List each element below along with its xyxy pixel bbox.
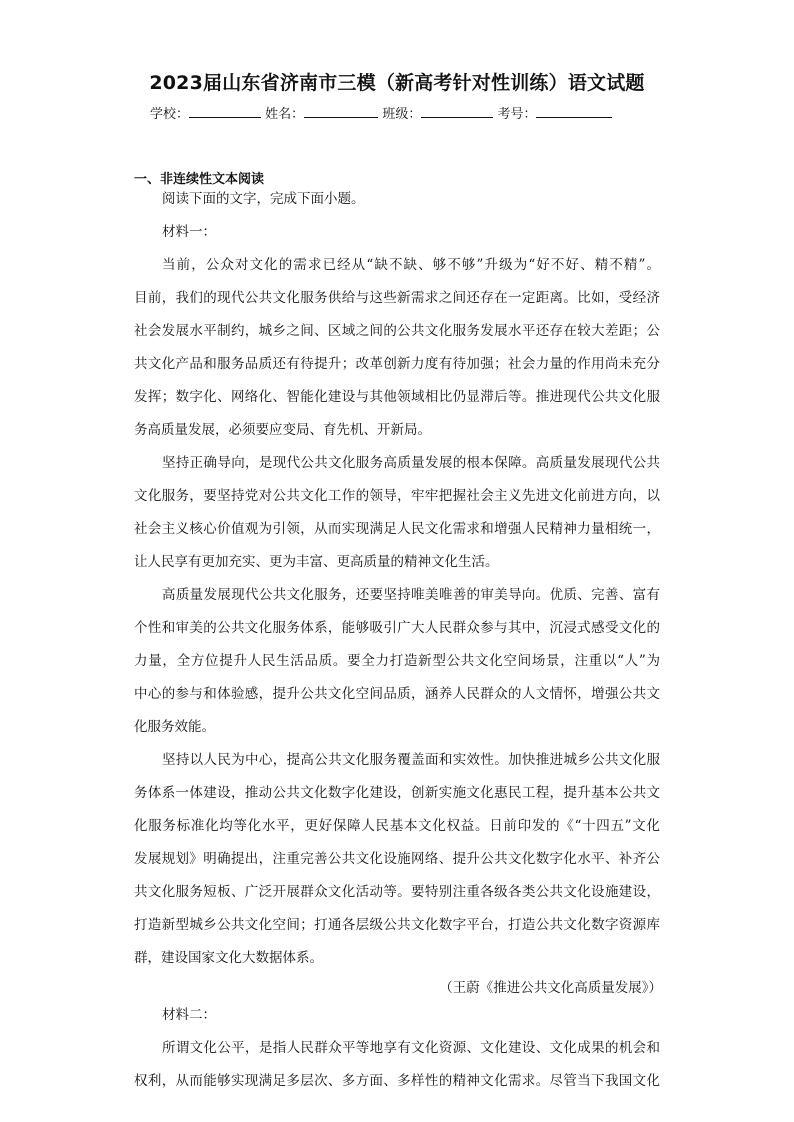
student-info-line <box>150 103 650 122</box>
paragraph-line: 社会主义核心价值观为引领，从而实现满足人民文化需求和增强人民精神力量相统一， <box>134 521 660 537</box>
material-label: 材料一： <box>162 224 216 240</box>
instruction: 阅读下面的文字，完成下面小题。 <box>162 191 365 207</box>
paragraph-line: 务高质量发展，必须要应变局、育先机、开新局。 <box>134 422 431 438</box>
name-label: 姓名： <box>265 107 305 122</box>
paragraph-line: 化服务标准化均等化水平，更好保障人民基本文化权益。日前印发的《“十四五”文化 <box>134 818 660 834</box>
paragraph-line: 文化服务，要坚持党对公共文化工作的领导，牢牢把握社会主义先进文化前进方向，以 <box>134 488 660 504</box>
paragraph-line: 力量，全方位提升人民生活品质。要全力打造新型公共文化空间场景，注重以“人”为 <box>134 653 660 669</box>
paragraph-line: 坚持以人民为中心，提高公共文化服务覆盖面和实效性。加快推进城乡公共文化服 <box>162 752 660 768</box>
paragraph-line: 化服务效能。 <box>134 719 215 735</box>
paragraph-line: 坚持正确导向，是现代公共文化服务高质量发展的根本保障。高质量发展现代公共 <box>162 455 660 471</box>
paragraph-line: 务体系一体建设，推动公共文化数字化建设，创新实施文化惠民工程，提升基本公共文 <box>134 785 660 801</box>
paragraph-line: 发展规划》明确提出，注重完善公共文化设施网络、提升公共文化数字化水平、补齐公 <box>134 851 660 867</box>
class-blank[interactable] <box>421 104 493 118</box>
paragraph-line: 打造新型城乡公共文化空间；打通各层级公共文化数字平台，打造公共文化数字资源库 <box>134 917 660 933</box>
paragraph-line: 当前，公众对文化的需求已经从“缺不缺、够不够”升级为“好不好、精不精”。 <box>162 257 660 273</box>
school-label: 学校： <box>150 107 190 122</box>
paragraph-line: 让人民享有更加充实、更为丰富、更高质量的精神文化生活。 <box>134 554 499 570</box>
paragraph-line: 发挥；数字化、网络化、智能化建设与其他领域相比仍显滞后等。推进现代公共文化服 <box>134 389 660 405</box>
paragraph-line: 共文化产品和服务品质还有待提升；改革创新力度有待加强；社会力量的作用尚未充分 <box>134 356 660 372</box>
source-citation: （王蔚《推进公共文化高质量发展》） <box>439 980 662 996</box>
paragraph-line: 目前，我们的现代公共文化服务供给与这些新需求之间还存在一定距离。比如，受经济 <box>134 290 660 306</box>
name-blank[interactable] <box>304 104 378 118</box>
paragraph-line: 中心的参与和体验感，提升公共文化空间品质，涵养人民群众的人文情怀，增强公共文 <box>134 686 660 702</box>
section-heading: 一、非连续性文本阅读 <box>134 172 265 187</box>
class-label: 班级： <box>382 107 422 122</box>
exam-number-label: 考号： <box>497 107 537 122</box>
paragraph-line: 高质量发展现代公共文化服务，还要坚持唯美唯善的审美导向。优质、完善、富有 <box>162 587 660 603</box>
exam-title: 2023届山东省济南市三模（新高考针对性训练）语文试题 <box>149 72 645 94</box>
school-blank[interactable] <box>189 104 261 118</box>
paragraph-line: 权利，从而能够实现满足多层次、多方面、多样性的精神文化需求。尽管当下我国文化 <box>134 1073 660 1089</box>
material-label: 材料二： <box>162 1007 216 1023</box>
paragraph-line: 群，建设国家文化大数据体系。 <box>134 950 323 966</box>
paragraph-line: 所谓文化公平，是指人民群众平等地享有文化资源、文化建设、文化成果的机会和 <box>162 1040 660 1056</box>
paragraph-line: 共文化服务短板、广泛开展群众文化活动等。要特别注重各级各类公共文化设施建设， <box>134 884 660 900</box>
paragraph-line: 社会发展水平制约，城乡之间、区域之间的公共文化服务发展水平还存在较大差距；公 <box>134 323 660 339</box>
paragraph-line: 个性和审美的公共文化服务体系，能够吸引广大人民群众参与其中，沉浸式感受文化的 <box>134 620 660 636</box>
exam-number-blank[interactable] <box>536 104 612 118</box>
